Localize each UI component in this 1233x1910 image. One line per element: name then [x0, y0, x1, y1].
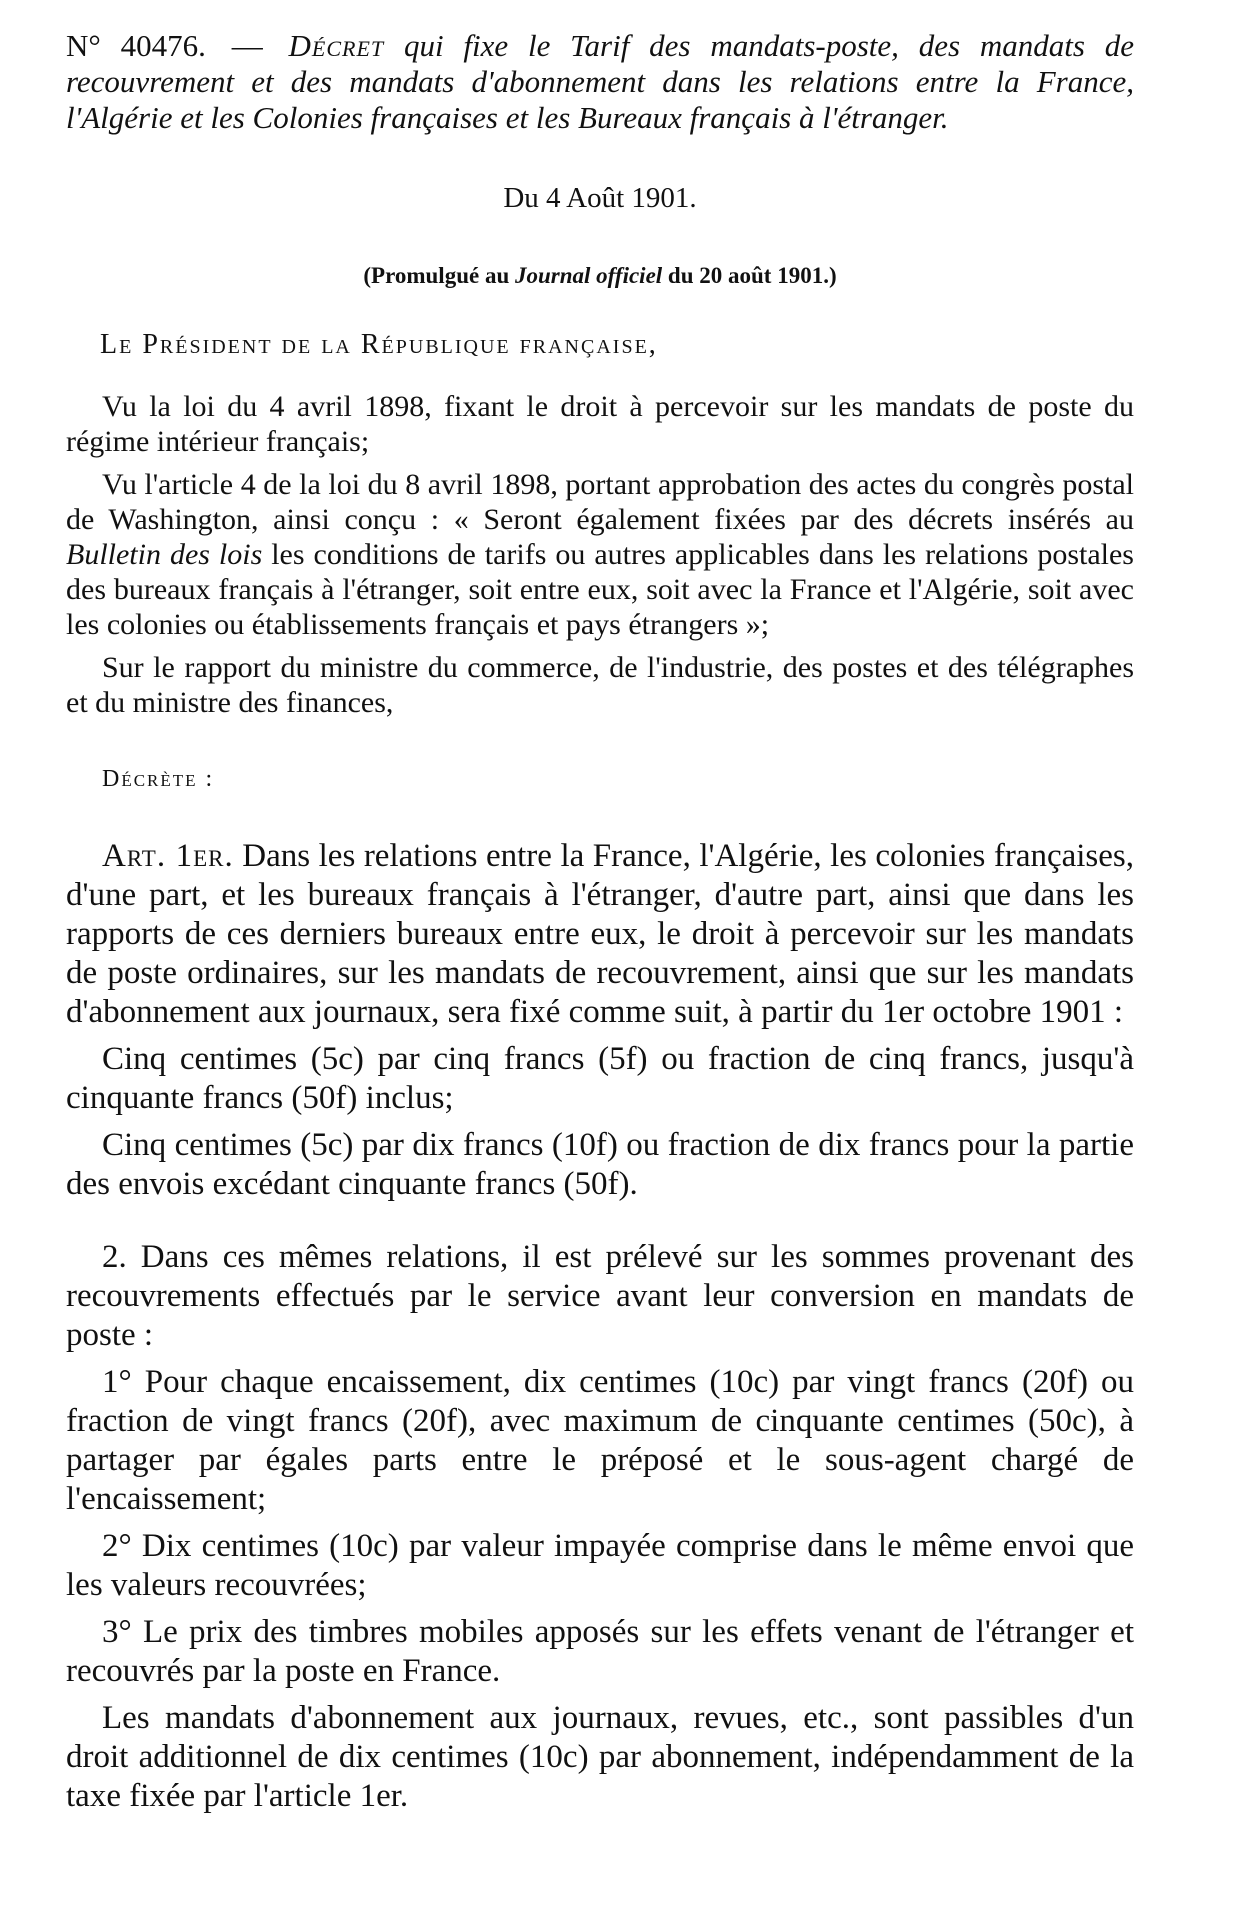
decree-title [66, 28, 1134, 136]
decret-label: Décret [288, 28, 385, 63]
preamble-paragraph-1: Vu la loi du 4 avril 1898, fixant le droit à percevoir sur les mandats de poste du régime intérieur français; [66, 390, 1134, 458]
decrete-heading: Décrète : [102, 766, 215, 792]
decree-date: Du 4 Août 1901. [503, 182, 697, 214]
article-2-item-1: 1° Pour chaque encaissement, dix centimes (10c) par vingt francs (20f) ou fraction de vingt francs (20f), avec maximum de cinquante centimes (50c), à partager par égales parts entre le préposé et le sous-agent chargé de l'encaissement; [66, 1364, 1134, 1517]
promulgation-journal: Journal officiel [515, 263, 663, 288]
bulletin-des-lois: Bulletin des lois [66, 538, 263, 571]
article-2-item-3: 3° Le prix des timbres mobiles apposés sur les effets venant de l'étranger et recouvrés par la poste en France. [66, 1614, 1134, 1689]
decree-number: N° 40476. [66, 28, 206, 63]
article-2-closing: Les mandats d'abonnement aux journaux, revues, etc., sont passibles d'un droit additionnel de dix centimes (10c) par abonnement, indépendamment de la taxe fixée par l'article 1er. [66, 1700, 1134, 1814]
article-1-text: Dans les relations entre la France, l'Algérie, les colonies françaises, d'une part, et les bureaux français à l'étranger, d'autre part, ainsi que dans les rapports de ces derniers bureaux entre eux, le droit à percevoir sur les mandats de poste ordinaires, sur les mandats de recouvrement, ainsi que sur les mandats d'abonnement aux journaux, sera fixé comme suit, à partir du 1er octobre 1901 : [66, 838, 1135, 1030]
article-1-tarif-2: Cinq centimes (5c) par dix francs (10f) ou fraction de dix francs pour la partie des envois excédant cinquante francs (50f). [66, 1127, 1134, 1202]
article-1 [66, 837, 1134, 1032]
title-dash: — [231, 28, 263, 63]
president-heading: Le Président de la République française, [100, 329, 658, 360]
promulgation-note [66, 263, 1134, 289]
article-2-item-2: 2° Dix centimes (10c) par valeur impayée comprise dans le même envoi que les valeurs recouvrées; [66, 1528, 1134, 1603]
article-1-tarif-1: Cinq centimes (5c) par cinq francs (5f) ou fraction de cinq francs, jusqu'à cinquante francs (50f) inclus; [66, 1041, 1134, 1116]
preamble-paragraph-3: Sur le rapport du ministre du commerce, de l'industrie, des postes et des télégraphes et du ministre des finances, [66, 651, 1134, 719]
promulgation-prefix: (Promulgué au [363, 263, 510, 288]
preamble-paragraph-2-start: Vu l'article 4 de la loi du 8 avril 1898, portant approbation des actes du congrès postal de Washington, ainsi conçu : « Seront également fixées par des décrets insérés au [66, 468, 1134, 536]
decree-title-text: qui fixe le Tarif des mandats-poste, des mandats de recouvrement et des mandats d'abonnement dans les relations entre la France, l'Algérie et les Colonies françaises et les Bureaux français à l'étranger. [66, 28, 1134, 135]
article-2: 2. Dans ces mêmes relations, il est prélevé sur les sommes provenant des recouvrements effectués par le service avant leur conversion en mandats de poste : [66, 1239, 1134, 1353]
articles-section [66, 837, 1134, 1816]
preamble-paragraph-2 [66, 467, 1134, 642]
document-page [66, 28, 1134, 1816]
preamble-paragraph-2-end: les conditions de tarifs ou autres applicables dans les relations postales des bureaux français à l'étranger, soit entre eux, soit avec la France et l'Algérie, soit avec les colonies ou établissements français et pays étrangers »; [66, 538, 1134, 641]
article-1-label: Art. 1er. [102, 838, 234, 874]
promulgation-suffix: du 20 août 1901.) [667, 263, 837, 288]
